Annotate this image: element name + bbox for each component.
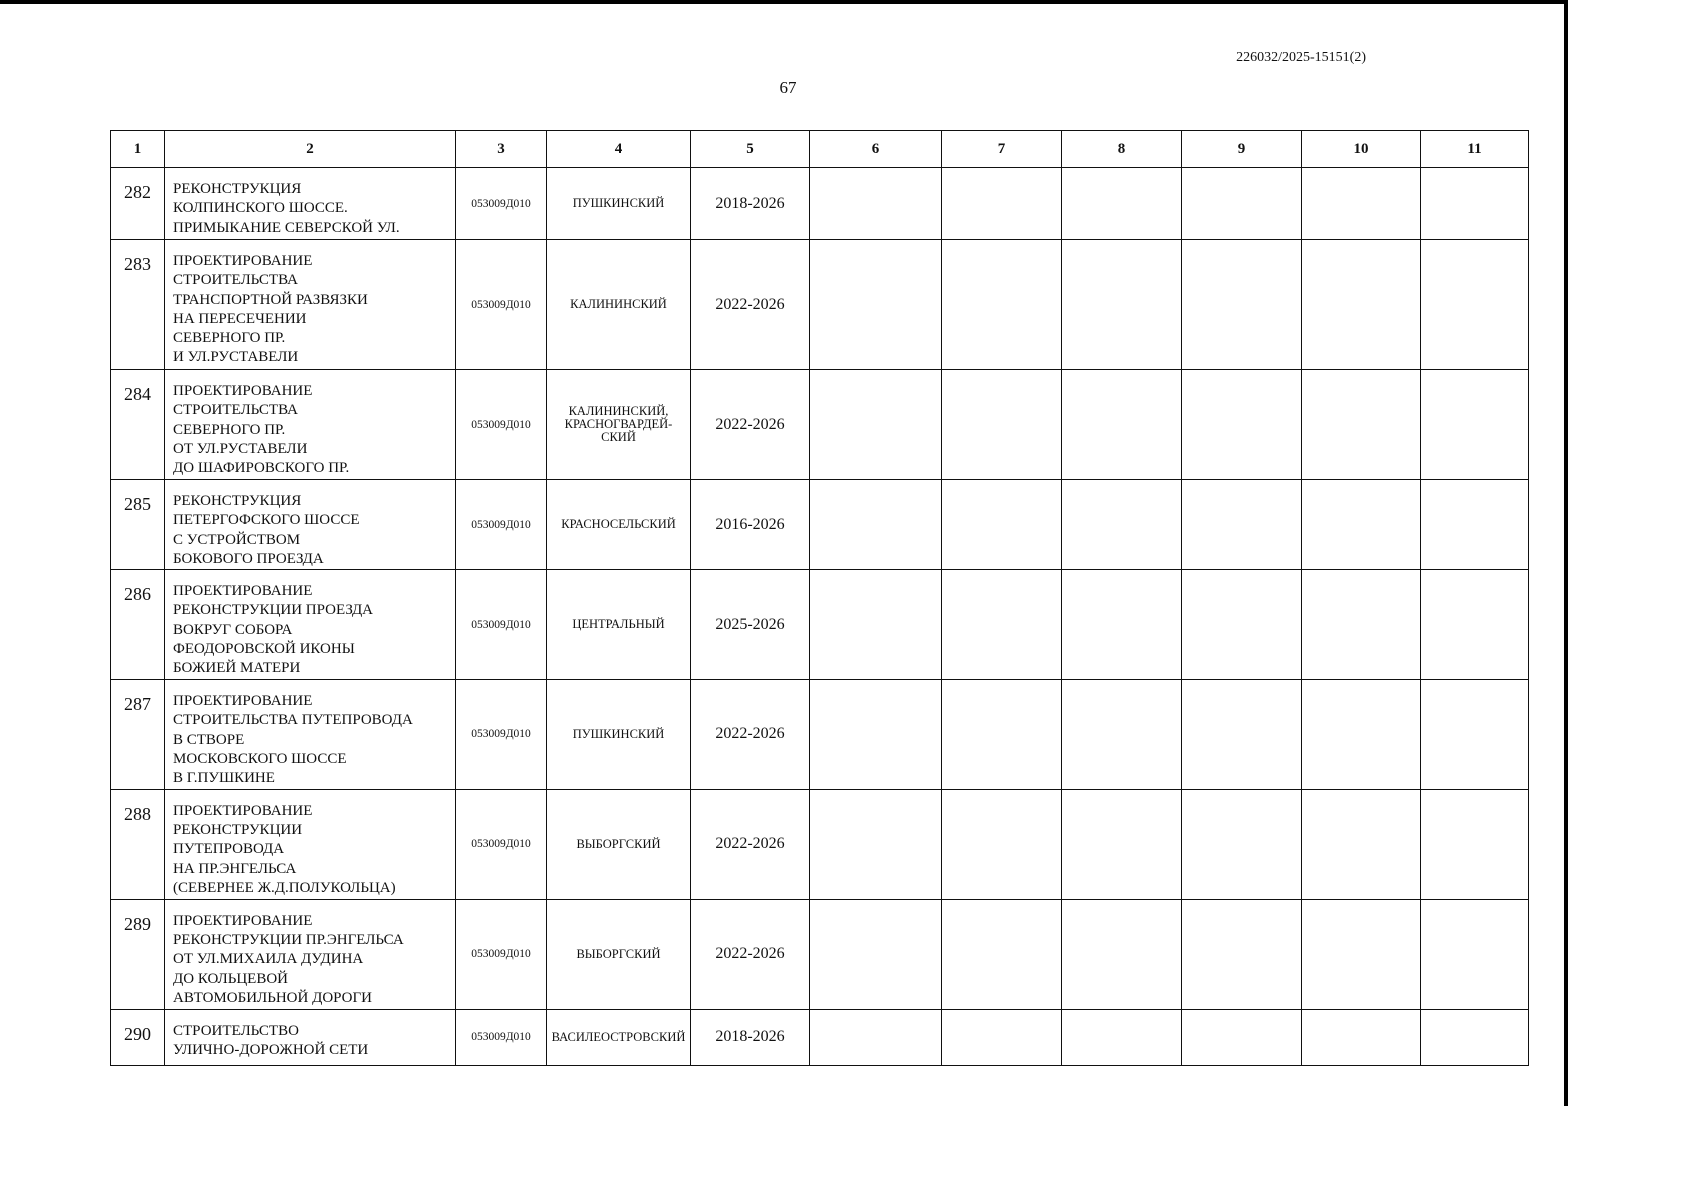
district <box>547 240 691 370</box>
registry-table <box>110 130 1529 1066</box>
project-name-line: ПРОЕКТИРОВАНИЕ <box>173 802 313 819</box>
implementation-period: 2018-2026 <box>691 168 810 240</box>
district <box>547 370 691 480</box>
empty-cell-col-10 <box>1302 680 1421 789</box>
empty-cell-col-7 <box>942 789 1062 899</box>
district-line: ПУШКИНСКИЙ <box>572 196 665 210</box>
project-name-line: РЕКОНСТРУКЦИИ ПРОЕЗДА <box>173 602 374 619</box>
implementation-period: 2025-2026 <box>691 570 810 680</box>
empty-cell-col-10 <box>1302 789 1421 899</box>
empty-cell-col-9 <box>1182 1009 1302 1065</box>
project-name-line: ПРОЕКТИРОВАНИЕ <box>173 912 313 929</box>
project-name <box>165 899 456 1009</box>
district-line: ВАСИЛЕОСТРОВСКИЙ <box>551 1029 686 1044</box>
project-name-line: РЕКОНСТРУКЦИИ ПР.ЭНГЕЛЬСА <box>173 931 404 948</box>
row-number: 284 <box>111 370 165 480</box>
empty-cell-col-8 <box>1062 370 1182 480</box>
empty-cell-col-6 <box>810 899 942 1009</box>
empty-cell-col-8 <box>1062 168 1182 240</box>
empty-cell-col-7 <box>942 168 1062 240</box>
project-name-line: ПРОЕКТИРОВАНИЕ <box>173 583 313 600</box>
project-name <box>165 480 456 570</box>
district <box>547 1009 691 1065</box>
project-name <box>165 240 456 370</box>
empty-cell-col-8 <box>1062 570 1182 680</box>
column-header-4: 4 <box>547 131 691 168</box>
project-name-line: МОСКОВСКОГО ШОССЕ <box>173 751 347 768</box>
budget-code: 053009Д010 <box>456 680 547 789</box>
column-header-10: 10 <box>1302 131 1421 168</box>
project-name <box>165 168 456 240</box>
implementation-period: 2016-2026 <box>691 480 810 570</box>
column-header-3: 3 <box>456 131 547 168</box>
empty-cell-col-11 <box>1421 168 1529 240</box>
document-reference: 226032/2025-15151(2) <box>1236 50 1366 65</box>
empty-cell-col-10 <box>1302 570 1421 680</box>
empty-cell-col-11 <box>1421 370 1529 480</box>
project-name-line: БОКОВОГО ПРОЕЗДА <box>173 550 324 567</box>
empty-cell-col-10 <box>1302 370 1421 480</box>
empty-cell-col-9 <box>1182 899 1302 1009</box>
project-name-line: И УЛ.РУСТАВЕЛИ <box>173 349 299 366</box>
district-line: КРАСНОСЕЛЬСКИЙ <box>561 517 676 532</box>
scan-top-edge <box>0 0 1568 4</box>
empty-cell-col-9 <box>1182 480 1302 570</box>
empty-cell-col-6 <box>810 680 942 789</box>
implementation-period: 2022-2026 <box>691 789 810 899</box>
implementation-period: 2022-2026 <box>691 370 810 480</box>
project-name-line: СТРОИТЕЛЬСТВА <box>173 272 298 289</box>
column-header-2: 2 <box>165 131 456 168</box>
project-name-line: КОЛПИНСКОГО ШОССЕ. <box>173 200 348 217</box>
empty-cell-col-9 <box>1182 680 1302 789</box>
table-row <box>111 168 1529 240</box>
project-name-line: ДО КОЛЬЦЕВОЙ <box>173 970 288 987</box>
project-name-line: ПРОЕКТИРОВАНИЕ <box>173 693 313 710</box>
implementation-period: 2022-2026 <box>691 899 810 1009</box>
project-name-line: СТРОИТЕЛЬСТВА <box>173 402 298 419</box>
project-name-line: РЕКОНСТРУКЦИЯ <box>173 493 302 509</box>
budget-code: 053009Д010 <box>456 480 547 570</box>
project-name-line: В Г.ПУШКИНЕ <box>173 770 275 787</box>
project-name-line: НА ПЕРЕСЕЧЕНИИ <box>173 310 307 327</box>
project-name-line: СЕВЕРНОГО ПР. <box>173 421 286 438</box>
project-name <box>165 680 456 789</box>
project-name-line: ОТ УЛ.РУСТАВЕЛИ <box>173 440 308 457</box>
project-name-line: СЕВЕРНОГО ПР. <box>173 330 286 347</box>
district <box>547 899 691 1009</box>
empty-cell-col-9 <box>1182 240 1302 370</box>
district-line: ЦЕНТРАЛЬНЫЙ <box>572 617 665 632</box>
project-name-line: ОТ УЛ.МИХАИЛА ДУДИНА <box>173 951 364 968</box>
empty-cell-col-8 <box>1062 240 1182 370</box>
project-name-line: (СЕВЕРНЕЕ Ж.Д.ПОЛУКОЛЬЦА) <box>173 879 396 896</box>
empty-cell-col-9 <box>1182 370 1302 480</box>
table-row <box>111 899 1529 1009</box>
project-name-line: СТРОИТЕЛЬСТВА ПУТЕПРОВОДА <box>173 712 413 729</box>
district-line: ПУШКИНСКИЙ <box>572 726 665 741</box>
project-name-line: БОЖИЕЙ МАТЕРИ <box>173 660 301 677</box>
budget-code: 053009Д010 <box>456 1009 547 1065</box>
row-number: 287 <box>111 680 165 789</box>
empty-cell-col-11 <box>1421 789 1529 899</box>
empty-cell-col-6 <box>810 240 942 370</box>
empty-cell-col-10 <box>1302 168 1421 240</box>
empty-cell-col-11 <box>1421 240 1529 370</box>
project-name-line: СТРОИТЕЛЬСТВО <box>173 1022 299 1039</box>
table-body <box>111 168 1529 1066</box>
empty-cell-col-6 <box>810 789 942 899</box>
empty-cell-col-6 <box>810 570 942 680</box>
empty-cell-col-9 <box>1182 789 1302 899</box>
project-name-line: ВОКРУГ СОБОРА <box>173 621 293 638</box>
empty-cell-col-6 <box>810 480 942 570</box>
district-line: КРАСНОГВАРДЕЙ- <box>564 417 673 431</box>
empty-cell-col-7 <box>942 480 1062 570</box>
budget-code: 053009Д010 <box>456 370 547 480</box>
district <box>547 570 691 680</box>
project-name-line: НА ПР.ЭНГЕЛЬСА <box>173 860 297 877</box>
empty-cell-col-10 <box>1302 1009 1421 1065</box>
project-name <box>165 789 456 899</box>
empty-cell-col-8 <box>1062 789 1182 899</box>
empty-cell-col-6 <box>810 168 942 240</box>
row-number: 285 <box>111 480 165 570</box>
column-header-6: 6 <box>810 131 942 168</box>
budget-code: 053009Д010 <box>456 240 547 370</box>
project-name-line: РЕКОНСТРУКЦИИ <box>173 821 303 838</box>
project-name-line: ПУТЕПРОВОДА <box>173 841 285 858</box>
row-number: 283 <box>111 240 165 370</box>
empty-cell-col-7 <box>942 370 1062 480</box>
project-name-line: ФЕОДОРОВСКОЙ ИКОНЫ <box>173 641 355 658</box>
column-header-5: 5 <box>691 131 810 168</box>
project-name-line: ПРОЕКТИРОВАНИЕ <box>173 253 313 269</box>
empty-cell-col-9 <box>1182 168 1302 240</box>
table-row <box>111 570 1529 680</box>
district-line: ВЫБОРГСКИЙ <box>576 946 661 961</box>
project-name-line: АВТОМОБИЛЬНОЙ ДОРОГИ <box>173 989 373 1006</box>
empty-cell-col-7 <box>942 899 1062 1009</box>
empty-cell-col-6 <box>810 1009 942 1065</box>
project-name-line: ПРОЕКТИРОВАНИЕ <box>173 383 313 399</box>
empty-cell-col-7 <box>942 240 1062 370</box>
project-name-line: ДО ШАФИРОВСКОГО ПР. <box>173 460 350 477</box>
column-header-11: 11 <box>1421 131 1529 168</box>
row-number: 290 <box>111 1009 165 1065</box>
empty-cell-col-8 <box>1062 899 1182 1009</box>
project-name-line: ПЕТЕРГОФСКОГО ШОССЕ <box>173 512 360 529</box>
project-name <box>165 370 456 480</box>
table-row <box>111 680 1529 789</box>
table-row <box>111 480 1529 570</box>
empty-cell-col-10 <box>1302 480 1421 570</box>
empty-cell-col-7 <box>942 1009 1062 1065</box>
empty-cell-col-6 <box>810 370 942 480</box>
budget-code: 053009Д010 <box>456 570 547 680</box>
empty-cell-col-8 <box>1062 680 1182 789</box>
project-name-line: С УСТРОЙСТВОМ <box>173 531 301 548</box>
project-name-line: ТРАНСПОРТНОЙ РАЗВЯЗКИ <box>173 291 368 308</box>
empty-cell-col-10 <box>1302 240 1421 370</box>
district-line: КАЛИНИНСКИЙ, <box>568 404 669 418</box>
district <box>547 480 691 570</box>
empty-cell-col-11 <box>1421 570 1529 680</box>
empty-cell-col-11 <box>1421 680 1529 789</box>
column-header-9: 9 <box>1182 131 1302 168</box>
row-number: 288 <box>111 789 165 899</box>
row-number: 289 <box>111 899 165 1009</box>
table-row <box>111 1009 1529 1065</box>
scan-right-edge <box>1564 0 1568 1106</box>
project-name <box>165 1009 456 1065</box>
implementation-period: 2018-2026 <box>691 1009 810 1065</box>
column-header-1: 1 <box>111 131 165 168</box>
project-name <box>165 570 456 680</box>
district <box>547 168 691 240</box>
table-row <box>111 789 1529 899</box>
district-line: КАЛИНИНСКИЙ <box>570 297 667 311</box>
project-name-line: ПРИМЫКАНИЕ СЕВЕРСКОЙ УЛ. <box>173 219 400 236</box>
project-name-line: УЛИЧНО-ДОРОЖНОЙ СЕТИ <box>173 1041 369 1058</box>
empty-cell-col-11 <box>1421 480 1529 570</box>
district <box>547 680 691 789</box>
empty-cell-col-7 <box>942 680 1062 789</box>
page-number: 67 <box>779 78 797 97</box>
implementation-period: 2022-2026 <box>691 680 810 789</box>
budget-code: 053009Д010 <box>456 789 547 899</box>
empty-cell-col-9 <box>1182 570 1302 680</box>
project-name-line: РЕКОНСТРУКЦИЯ <box>173 181 302 197</box>
empty-cell-col-11 <box>1421 1009 1529 1065</box>
empty-cell-col-8 <box>1062 480 1182 570</box>
district <box>547 789 691 899</box>
empty-cell-col-10 <box>1302 899 1421 1009</box>
empty-cell-col-7 <box>942 570 1062 680</box>
table-row <box>111 370 1529 480</box>
table-header-row <box>111 131 1529 168</box>
row-number: 282 <box>111 168 165 240</box>
project-name-line: В СТВОРЕ <box>173 731 245 748</box>
column-header-8: 8 <box>1062 131 1182 168</box>
row-number: 286 <box>111 570 165 680</box>
empty-cell-col-8 <box>1062 1009 1182 1065</box>
table-row <box>111 240 1529 370</box>
budget-code: 053009Д010 <box>456 168 547 240</box>
district-line: ВЫБОРГСКИЙ <box>576 836 661 851</box>
column-header-7: 7 <box>942 131 1062 168</box>
district-line: СКИЙ <box>601 430 636 444</box>
empty-cell-col-11 <box>1421 899 1529 1009</box>
implementation-period: 2022-2026 <box>691 240 810 370</box>
budget-code: 053009Д010 <box>456 899 547 1009</box>
